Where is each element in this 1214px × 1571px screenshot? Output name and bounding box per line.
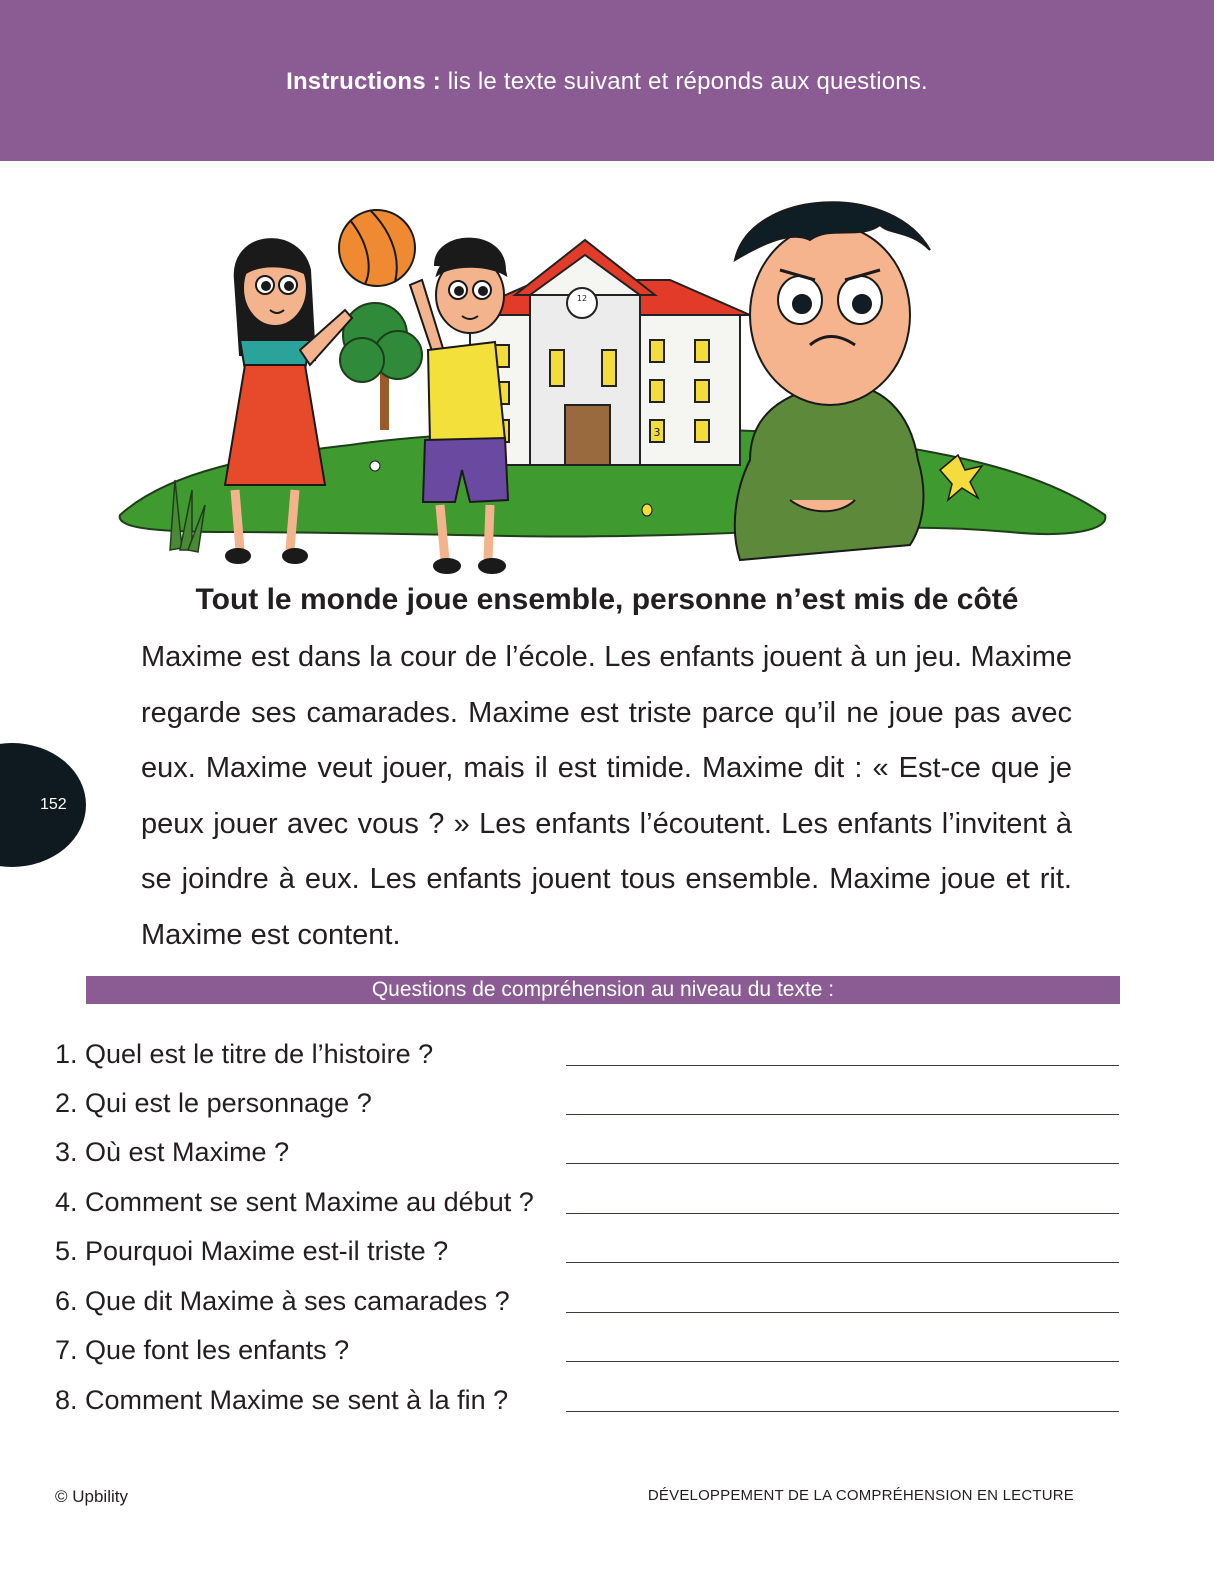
question-item xyxy=(55,1178,1125,1218)
answer-line[interactable] xyxy=(566,1114,1119,1115)
window-number: 3 xyxy=(653,426,661,439)
question-text: 2. Qui est le personnage ? xyxy=(55,1088,372,1118)
instructions-label: Instructions : xyxy=(286,68,441,95)
footer-book-title: DÉVELOPPEMENT DE LA COMPRÉHENSION EN LECTURE xyxy=(647,1487,1074,1504)
answer-line[interactable] xyxy=(566,1361,1119,1362)
page-number: 152 xyxy=(40,796,67,813)
question-text: 4. Comment se sent Maxime au début ? xyxy=(55,1187,534,1217)
instructions-text: lis le texte suivant et réponds aux questions. xyxy=(440,68,928,95)
small-flower-icon xyxy=(370,461,380,471)
footer-copyright: © Upbility xyxy=(55,1487,128,1506)
question-text: 7. Que font les enfants ? xyxy=(55,1335,350,1365)
question-item xyxy=(55,1227,1125,1267)
question-item xyxy=(55,1030,1125,1070)
question-text: 3. Où est Maxime ? xyxy=(55,1137,290,1167)
question-text: 8. Comment Maxime se sent à la fin ? xyxy=(55,1385,509,1415)
question-text: 1. Quel est le titre de l’histoire ? xyxy=(55,1039,434,1069)
story-title: Tout le monde joue ensemble, personne n’est mis de côté xyxy=(195,583,1019,616)
basketball xyxy=(339,210,415,286)
answer-line[interactable] xyxy=(566,1312,1119,1313)
question-text: 6. Que dit Maxime à ses camarades ? xyxy=(55,1286,510,1316)
story-text: Maxime est dans la cour de l’école. Les enfants jouent à un jeu. Maxime regarde ses camarades. Maxime est triste parce qu’il ne joue pas avec eux. Maxime veut jouer, mais il est timide. Maxime dit : « Est-ce que je peux jouer avec vous ? » Les enfants l’écoutent. Les enfants l’invitent à se joindre à eux. Les enfants jouent tous ensemble. Maxime joue et rit. Maxime est content. xyxy=(141,641,1072,951)
answer-line[interactable] xyxy=(566,1262,1119,1263)
answer-line[interactable] xyxy=(566,1411,1119,1412)
answer-line[interactable] xyxy=(566,1213,1119,1214)
clock-label: 12 xyxy=(576,294,588,303)
question-item xyxy=(55,1326,1125,1366)
story-illustration xyxy=(110,170,1120,590)
answer-line[interactable] xyxy=(566,1163,1119,1164)
question-text: 5. Pourquoi Maxime est-il triste ? xyxy=(55,1236,449,1266)
question-item xyxy=(55,1376,1125,1416)
question-item xyxy=(55,1079,1125,1119)
answer-line[interactable] xyxy=(566,1065,1119,1066)
question-item xyxy=(55,1128,1125,1168)
question-item xyxy=(55,1277,1125,1317)
questions-heading: Questions de compréhension au niveau du texte : xyxy=(86,976,1120,1004)
instructions xyxy=(0,68,1214,96)
maxime-character xyxy=(735,202,930,560)
tree xyxy=(340,303,422,430)
